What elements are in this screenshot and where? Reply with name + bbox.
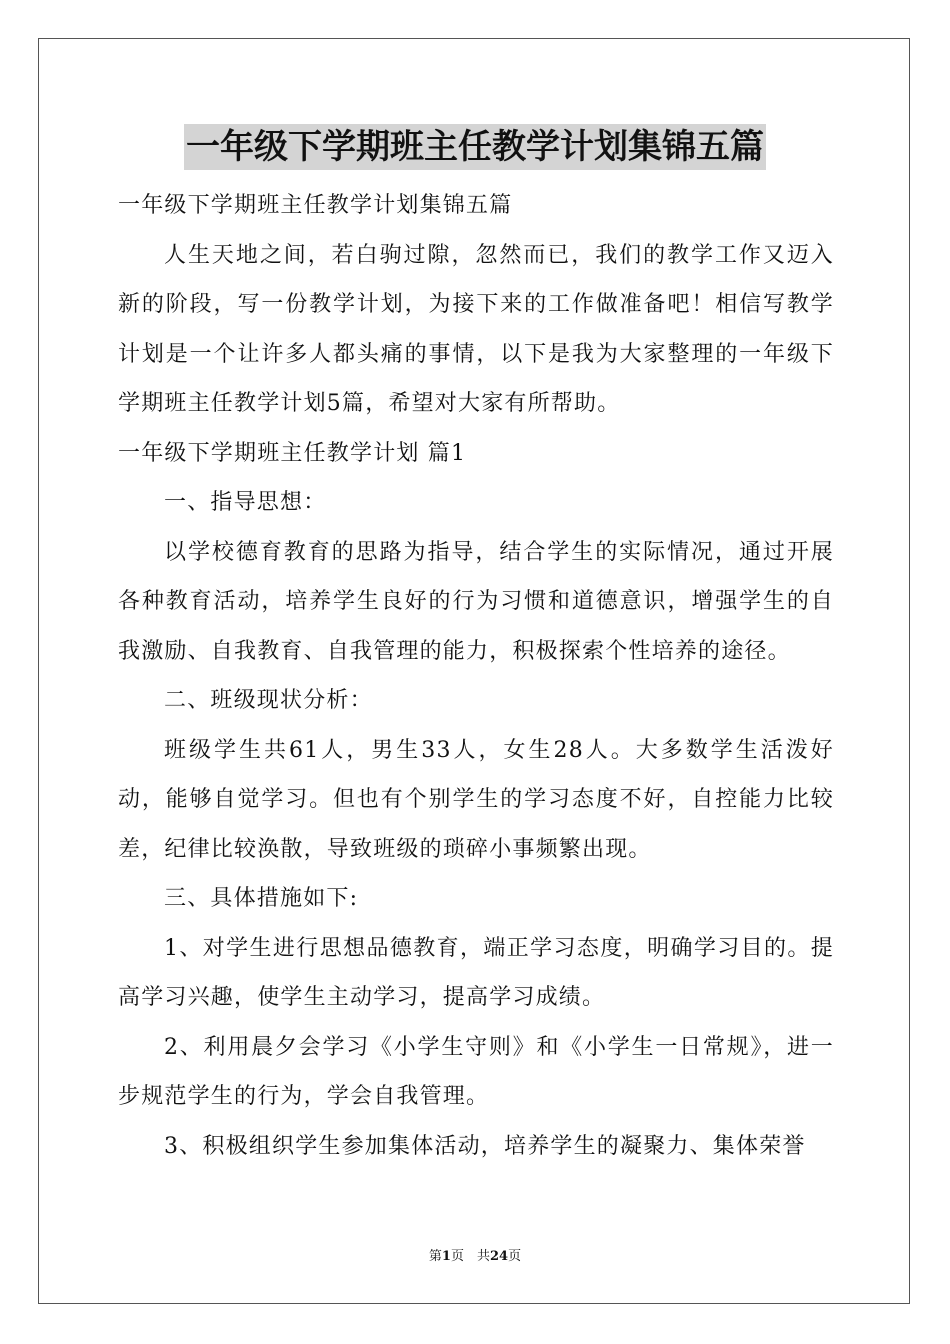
document-title: 一年级下学期班主任教学计划集锦五篇 xyxy=(184,124,766,170)
paragraph-class-status: 班级学生共61人，男生33人，女生28人。大多数学生活泼好动，能够自觉学习。但也有个别学生的学习态度不好，自控能力比较差，纪律比较涣散，导致班级的琐碎小事频繁出现。 xyxy=(118,737,834,862)
heading-measures: 三、具体措施如下: xyxy=(164,886,359,911)
measure-item: 3、积极组织学生参加集体活动，培养学生的凝聚力、集体荣誉 xyxy=(164,1133,806,1159)
page-mid: 页 共 xyxy=(450,1249,490,1264)
heading-guiding-thought: 一、指导思想： xyxy=(164,490,327,515)
heading-class-status: 二、班级现状分析： xyxy=(164,688,373,713)
document-subtitle: 一年级下学期班主任教学计划集锦五篇 xyxy=(118,193,513,218)
section-heading: 一年级下学期班主任教学计划 篇1 xyxy=(118,440,467,466)
measure-item: 1、对学生进行思想品德教育，端正学习态度，明确学习目的。提高学习兴趣，使学生主动学习，提高学习成绩。 xyxy=(118,935,834,1010)
intro-paragraph: 人生天地之间，若白驹过隙，忽然而已，我们的教学工作又迈入新的阶段，写一份教学计划，为接下来的工作做准备吧！相信写教学计划是一个让许多人都头痛的事情，以下是我为大家整理的一年级下学期班主任教学计划5篇，希望对大家有所帮助。 xyxy=(118,242,834,416)
measure-item: 2、利用晨夕会学习《小学生守则》和《小学生一日常规》，进一步规范学生的行为，学会自我管理。 xyxy=(118,1034,834,1109)
title-area xyxy=(0,124,950,170)
page-total: 24 xyxy=(489,1249,509,1264)
document-body xyxy=(118,181,834,1171)
paragraph-guiding-thought: 以学校德育教育的思路为指导，结合学生的实际情况，通过开展各种教育活动，培养学生良好的行为习惯和道德意识，增强学生的自我激励、自我教育、自我管理的能力，积极探索个性培养的途径。 xyxy=(118,539,834,664)
page-suffix: 页 xyxy=(508,1249,522,1264)
page-current: 1 xyxy=(441,1249,451,1264)
page-prefix: 第 xyxy=(428,1249,442,1264)
page-footer xyxy=(0,1248,950,1266)
